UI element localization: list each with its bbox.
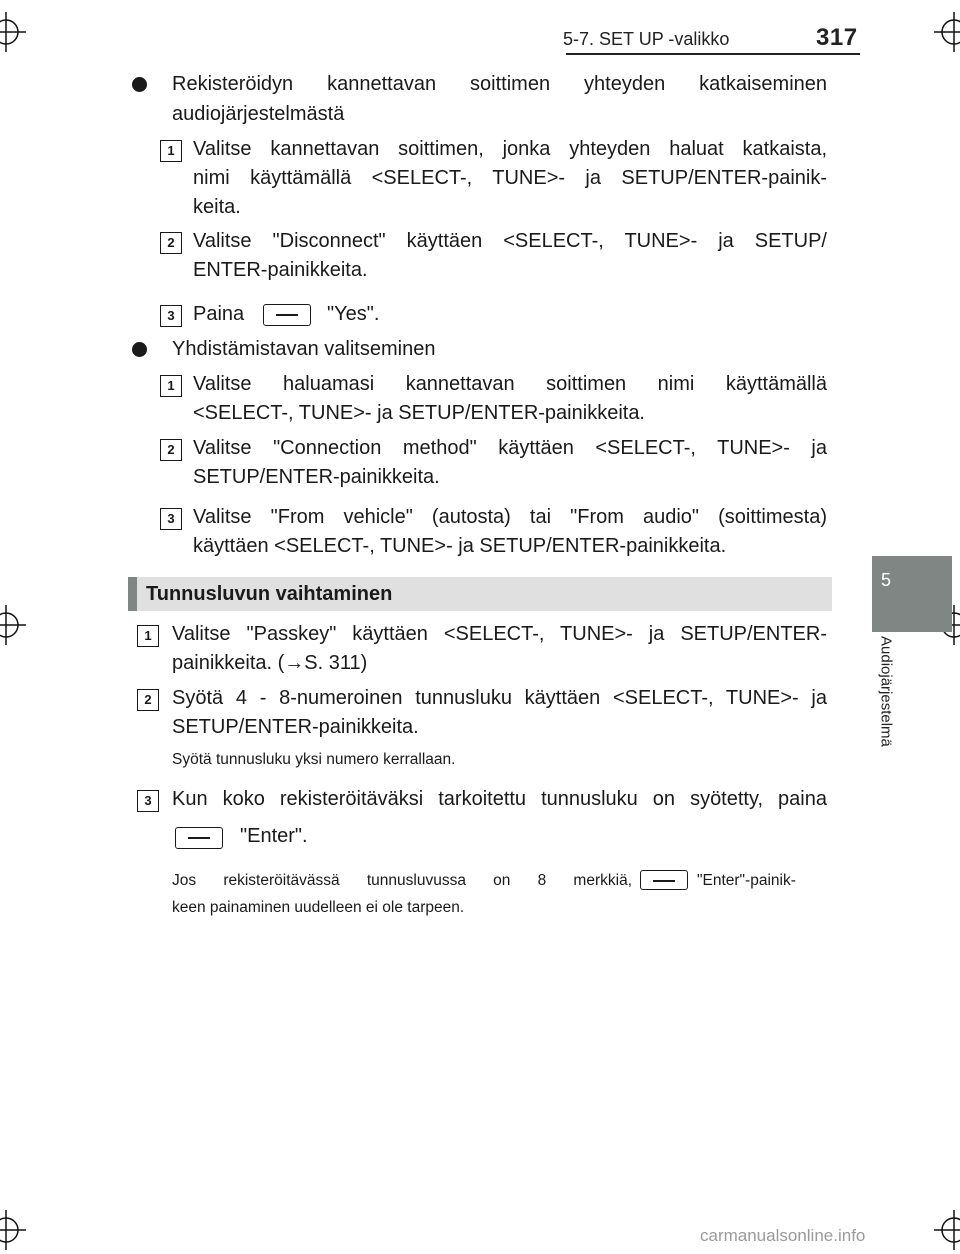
chapter-label: Audiojärjestelmä: [877, 636, 895, 747]
page-number: 317: [816, 24, 858, 51]
step-note: Jos rekisteröitävässä tunnusluvussa on 8 merkkiä,: [172, 872, 632, 889]
step-text-line: keita.: [193, 196, 241, 218]
step-text-line: Syötä 4 - 8-numeroinen tunnusluku käyttäen <SELECT-, TUNE>- ja: [172, 687, 827, 709]
step-number: 1: [160, 140, 182, 162]
chapter-number: 5: [880, 570, 891, 590]
step-note: Syötä tunnusluku yksi numero kerrallaan.: [172, 751, 456, 768]
header-rule: [566, 53, 860, 55]
soft-button-icon: [175, 827, 223, 849]
step-number: 1: [137, 625, 159, 647]
header-section-title: 5-7. SET UP -valikko: [563, 29, 730, 49]
bullet-icon: [132, 342, 147, 357]
bullet-icon: [132, 77, 147, 92]
step-text-suffix: "Enter".: [240, 825, 308, 847]
step-text-line: Valitse kannettavan soittimen, jonka yhteyden haluat katkaista,: [193, 138, 827, 160]
crop-mark-top-left: [0, 12, 26, 52]
step-text-line: Kun koko rekisteröitäväksi tarkoitettu tunnusluku on syötetty, paina: [172, 788, 827, 810]
step-text-line: Valitse "Connection method" käyttäen <SELECT-, TUNE>- ja: [193, 437, 827, 459]
step-text-line: Valitse "From vehicle" (autosta) tai "From audio" (soittimesta): [193, 506, 827, 528]
step-text-line: käyttäen <SELECT-, TUNE>- ja SETUP/ENTER-painikkeita.: [193, 535, 727, 557]
step-note-suffix: "Enter"-painik-: [697, 872, 796, 889]
step-number: 2: [137, 689, 159, 711]
watermark: carmanualsonline.info: [700, 1226, 866, 1245]
crop-mark-mid-left: [0, 605, 26, 645]
step-text-line: painikkeita. (→S. 311): [172, 652, 368, 674]
step-text-line: Valitse "Passkey" käyttäen <SELECT-, TUNE>- ja SETUP/ENTER-: [172, 623, 827, 645]
crop-mark-top-right: [934, 12, 960, 52]
step-text-line: Valitse haluamasi kannettavan soittimen nimi käyttämällä: [193, 373, 827, 395]
heading-disconnect-line2: audiojärjestelmästä: [172, 103, 345, 125]
step-text-line: <SELECT-, TUNE>- ja SETUP/ENTER-painikkeita.: [193, 402, 645, 424]
chapter-tab: [872, 556, 952, 632]
step-text-line: Valitse "Disconnect" käyttäen <SELECT-, TUNE>- ja SETUP/: [193, 230, 827, 252]
step-number: 2: [160, 232, 182, 254]
step-note-line: keen painaminen uudelleen ei ole tarpeen.: [172, 899, 465, 916]
crop-mark-bottom-right: [934, 1210, 960, 1250]
step-text-line: SETUP/ENTER-painikkeita.: [172, 716, 419, 738]
heading-connection-method: Yhdistämistavan valitseminen: [172, 338, 436, 360]
section-title: Tunnusluvun vaihtaminen: [146, 583, 393, 605]
step-number: 3: [137, 790, 159, 812]
step-number: 3: [160, 305, 182, 327]
soft-button-icon: [263, 304, 311, 326]
step-number: 2: [160, 439, 182, 461]
chapter-label-wrap: [872, 636, 900, 796]
step-text-line: nimi käyttämällä <SELECT-, TUNE>- ja SETUP/ENTER-painik-: [193, 167, 827, 189]
step-text-suffix: "Yes".: [327, 303, 380, 325]
heading-disconnect-line1: Rekisteröidyn kannettavan soittimen yhteyden katkaiseminen: [172, 73, 827, 95]
step-number: 3: [160, 508, 182, 530]
soft-button-icon: [640, 870, 688, 890]
crop-mark-bottom-left: [0, 1210, 26, 1250]
step-number: 1: [160, 375, 182, 397]
step-text-prefix: Paina: [193, 303, 245, 325]
step-text-line: ENTER-painikkeita.: [193, 259, 368, 281]
step-text-line: SETUP/ENTER-painikkeita.: [193, 466, 440, 488]
